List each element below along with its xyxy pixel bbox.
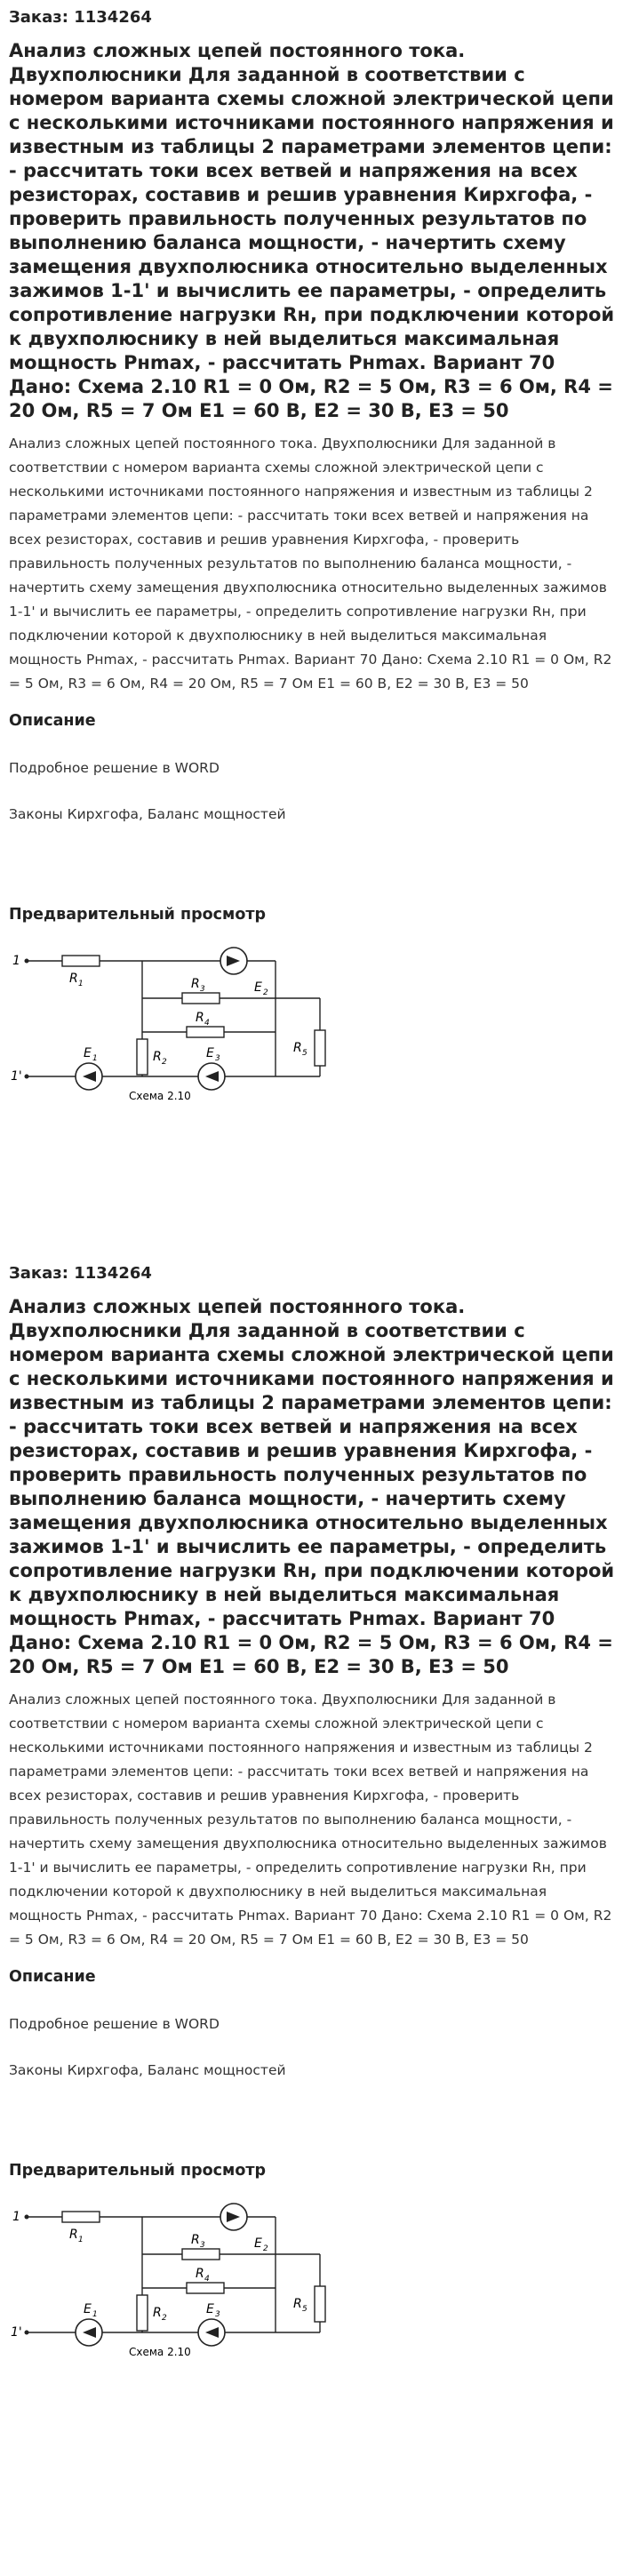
order-number: Заказ: 1134264 (9, 1264, 152, 1283)
r4-sub: 4 (204, 1019, 210, 1028)
r1-sub: 1 (78, 980, 84, 988)
r2-sub: 2 (162, 1058, 167, 1067)
terminal-dot (25, 1075, 29, 1079)
r1-label: R (69, 2228, 78, 2242)
r5-label: R (293, 2297, 302, 2311)
resistor-r5 (315, 1030, 325, 1066)
e2-sub: 2 (263, 2244, 268, 2253)
order-block-1 (9, 0, 615, 1103)
r1-sub: 1 (78, 2236, 84, 2244)
description-tags: Законы Кирхгофа, Баланс мощностей (9, 806, 286, 822)
resistor-r3 (182, 2249, 220, 2260)
spacer (9, 851, 615, 904)
r4-label: R (196, 1011, 204, 1025)
terminal-dot (25, 2215, 29, 2220)
preview-heading: Предварительный просмотр (9, 2162, 267, 2180)
terminal-2-label: 1' (11, 2325, 22, 2340)
schema-caption: Схема 2.10 (129, 1090, 191, 1102)
r3-sub: 3 (200, 985, 205, 994)
task-description: Анализ сложных цепей постоянного тока. Двухполюсники Для заданной в соответствии с номером варианта схемы сложной электрической цепи с несколькими источниками постоянного напряжения и известным из таблицы 2 параметрами элементов цепи: - рассчитать токи всех ветвей и напряжения на всех резисторах, составив и решив уравнения Кирхгофа, - проверить правильность полученных результатов по выполнению баланса мощности, - начертить схему замещения двухполюсника относительно выделенных зажимов 1-1' и вычислить ее параметры, - определить сопротивление нагрузки Rн, при подключении которой к двухполюснику в ней выделиться максимальная мощность Pнmax, - рассчитать Pнmax. Вариант 70 Дано: Схема 2.10 R1 = 0 Ом, R2 = 5 Ом, R3 = 6 Ом, R4 = 20 Ом, R5 = 7 Ом E1 = 60 В, E2 = 30 В, E3 = 50 (9, 436, 612, 692)
e3-sub: 3 (215, 2310, 220, 2319)
resistor-r3 (182, 993, 220, 1004)
e1-sub: 1 (92, 1054, 98, 1063)
resistor-r2 (137, 1039, 148, 1075)
e2-label: E (254, 980, 262, 995)
description-heading: Описание (9, 712, 96, 730)
preview-image (9, 2190, 355, 2359)
description-detail: Подробное решение в WORD (9, 2016, 220, 2032)
terminal-dot (25, 959, 29, 964)
task-title: Анализ сложных цепей постоянного тока. Двухполюсники Для заданной в соответствии с номером варианта схемы сложной электрической цепи с несколькими источниками постоянного напряжения и известным из таблицы 2 параметрами элементов цепи: - рассчитать токи всех ветвей и напряжения на всех резисторах, составив и решив уравнения Кирхгофа, - проверить правильность полученных результатов по выполнению баланса мощности, - начертить схему замещения двухполюсника относительно выделенных зажимов 1-1' и вычислить ее параметры, - определить сопротивление нагрузки Rн, при подключении которой к двухполюснику в ней выделиться максимальная мощность Pнmax, - рассчитать Pнmax. Вариант 70 Дано: Схема 2.10 R1 = 0 Ом, R2 = 5 Ом, R3 = 6 Ом, R4 = 20 Ом, R5 = 7 Ом E1 = 60 В, E2 = 30 В, E3 = 50 (9, 40, 615, 421)
e2-label: E (254, 2236, 262, 2251)
resistor-r4 (187, 2283, 224, 2293)
r5-sub: 5 (302, 1049, 308, 1058)
r2-label: R (153, 1050, 162, 1064)
resistor-r1 (62, 2212, 100, 2222)
resistor-r5 (315, 2286, 325, 2322)
resistor-r1 (62, 956, 100, 966)
e2-sub: 2 (263, 988, 268, 997)
resistor-r4 (187, 1027, 224, 1037)
terminal-2-label: 1' (11, 1069, 22, 1084)
r4-label: R (196, 2267, 204, 2281)
r5-sub: 5 (302, 2305, 308, 2314)
circuit-schema (9, 2190, 355, 2359)
circuit-schema (9, 934, 355, 1103)
e1-sub: 1 (92, 2310, 98, 2319)
terminal-dot (25, 2331, 29, 2335)
description-tags: Законы Кирхгофа, Баланс мощностей (9, 2062, 286, 2078)
preview-heading: Предварительный просмотр (9, 906, 267, 924)
r3-sub: 3 (200, 2241, 205, 2250)
r2-label: R (153, 2306, 162, 2320)
e3-label: E (206, 1046, 214, 1060)
terminal-1-label: 1 (12, 954, 20, 968)
order-number: Заказ: 1134264 (9, 8, 152, 27)
task-description: Анализ сложных цепей постоянного тока. Двухполюсники Для заданной в соответствии с номером варианта схемы сложной электрической цепи с несколькими источниками постоянного напряжения и известным из таблицы 2 параметрами элементов цепи: - рассчитать токи всех ветвей и напряжения на всех резисторах, составив и решив уравнения Кирхгофа, - проверить правильность полученных результатов по выполнению баланса мощности, - начертить схему замещения двухполюсника относительно выделенных зажимов 1-1' и вычислить ее параметры, - определить сопротивление нагрузки Rн, при подключении которой к двухполюснику в ней выделиться максимальная мощность Pнmax, - рассчитать Pнmax. Вариант 70 Дано: Схема 2.10 R1 = 0 Ом, R2 = 5 Ом, R3 = 6 Ом, R4 = 20 Ом, R5 = 7 Ом E1 = 60 В, E2 = 30 В, E3 = 50 (9, 1692, 612, 1948)
r2-sub: 2 (162, 2314, 167, 2323)
r1-label: R (69, 972, 78, 986)
e1-label: E (84, 1046, 92, 1060)
e3-sub: 3 (215, 1054, 220, 1063)
resistor-r2 (137, 2295, 148, 2331)
e3-label: E (206, 2302, 214, 2316)
schema-caption: Схема 2.10 (129, 2346, 191, 2358)
terminal-1-label: 1 (12, 2210, 20, 2224)
description-detail: Подробное решение в WORD (9, 760, 220, 776)
r3-label: R (191, 977, 200, 991)
r5-label: R (293, 1041, 302, 1055)
spacer (9, 2107, 615, 2160)
r4-sub: 4 (204, 2275, 210, 2284)
e1-label: E (84, 2302, 92, 2316)
preview-image (9, 934, 355, 1103)
description-heading: Описание (9, 1968, 96, 1986)
order-block-2 (9, 1256, 615, 2359)
r3-label: R (191, 2233, 200, 2247)
task-title: Анализ сложных цепей постоянного тока. Двухполюсники Для заданной в соответствии с номером варианта схемы сложной электрической цепи с несколькими источниками постоянного напряжения и известным из таблицы 2 параметрами элементов цепи: - рассчитать токи всех ветвей и напряжения на всех резисторах, составив и решив уравнения Кирхгофа, - проверить правильность полученных результатов по выполнению баланса мощности, - начертить схему замещения двухполюсника относительно выделенных зажимов 1-1' и вычислить ее параметры, - определить сопротивление нагрузки Rн, при подключении которой к двухполюснику в ней выделиться максимальная мощность Pнmax, - рассчитать Pнmax. Вариант 70 Дано: Схема 2.10 R1 = 0 Ом, R2 = 5 Ом, R3 = 6 Ом, R4 = 20 Ом, R5 = 7 Ом E1 = 60 В, E2 = 30 В, E3 = 50 (9, 1296, 615, 1677)
